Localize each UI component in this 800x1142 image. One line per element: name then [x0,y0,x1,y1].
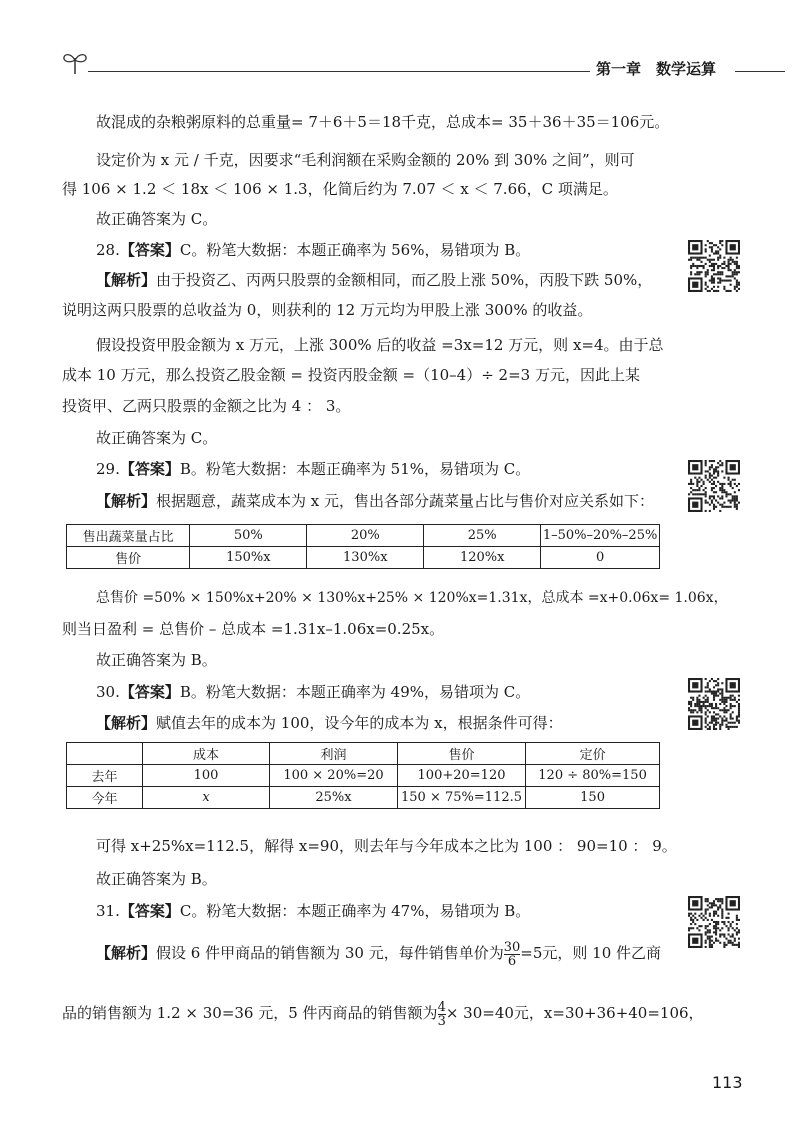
fraction-numerator: 30 [503,939,521,955]
text-line: 故混成的杂粮粥原料的总重量= 7＋6＋5＝18千克，总成本= 35＋36＋35＝106元。 [96,113,670,131]
table-cell: 25% [424,525,541,547]
text-line: 故正确答案为 C。 [96,429,218,447]
table-cell: 150 [526,787,660,809]
text-line: 故正确答案为 B。 [96,870,217,888]
question-number: 29. [96,460,120,478]
answer-text: B。粉笔大数据：本题正确率为 49%，易错项为 C。 [179,683,531,701]
analysis-29 [96,491,654,511]
answer-label: 【答案】 [119,683,180,701]
table-row [67,743,660,765]
answer-text: C。粉笔大数据：本题正确率为 56%，易错项为 B。 [179,241,531,259]
analysis-label: 【解析】 [96,492,157,510]
text-line: 设定价为 x 元 / 千克，因要求“毛利润额在采购金额的 20% 到 30% 之间”，则可 [96,151,635,169]
question-number: 30. [96,683,120,701]
cost-profit-table [66,742,660,809]
header-rule-right [735,71,785,72]
analysis-28 [96,270,652,290]
analysis-text: 赋值去年的成本为 100，设今年的成本为 x，根据条件可得： [156,714,563,732]
qr-code-icon[interactable] [688,240,740,292]
analysis-label: 【解析】 [96,714,157,732]
sprout-logo-icon [60,48,90,76]
question-number: 28. [96,241,120,259]
fraction [504,941,521,968]
table-row [67,787,660,809]
answer-text: B。粉笔大数据：本题正确率为 51%，易错项为 C。 [179,460,531,478]
fraction-denominator: 3 [437,1013,446,1029]
table-cell: 150 × 75%=112.5 [397,787,525,809]
header-rule-left [88,71,590,72]
chapter-title: 第一章 数学运算 [596,60,717,78]
text-line: 投资甲、乙两只股票的金额之比为 4 ： 3。 [62,397,351,415]
text-line [62,998,704,1028]
analysis-text: 根据题意，蔬菜成本为 x 元，售出各部分蔬菜量占比与售价对应关系如下： [156,492,655,510]
table-cell: 120%x [424,547,541,569]
vegetable-price-table [66,524,660,569]
text-line: 故正确答案为 C。 [96,210,218,228]
text-line: 则当日盈利 = 总售价 – 总成本 =1.31x–1.06x=0.25x。 [62,620,445,638]
table-cell: 售价 [397,743,525,765]
table-cell: 150%x [190,547,307,569]
table-cell: 0 [541,547,660,569]
analysis-30 [96,713,563,733]
text-line: 说明这两只股票的总收益为 0，则获利的 12 万元均为甲股上涨 300% 的收益。 [62,301,593,319]
answer-label: 【答案】 [119,241,180,259]
answer-text: C。粉笔大数据：本题正确率为 47%，易错项为 B。 [179,902,531,920]
fraction [438,1001,446,1028]
analysis-text: =5元，则 10 件乙商 [520,944,662,962]
table-cell: 50% [190,525,307,547]
table-cell: 售价 [67,547,190,569]
table-cell: 20% [307,525,424,547]
table-cell: 定价 [526,743,660,765]
qr-code-icon[interactable] [688,460,740,512]
table-cell: 100 × 20%=20 [270,765,398,787]
text-line: 故正确答案为 B。 [96,651,217,669]
table-row [67,525,660,547]
question-31 [96,901,530,921]
qr-code-icon[interactable] [688,896,740,948]
fraction-denominator: 6 [507,953,517,969]
page-number: 113 [712,1073,743,1092]
analysis-31 [96,938,661,968]
text-segment: 品的销售额为 1.2 × 30=36 元，5 件丙商品的销售额为 [62,1004,438,1022]
question-29 [96,459,530,479]
table-cell: 1–50%–20%–25% [541,525,660,547]
table-row [67,765,660,787]
table-cell: 25%x [270,787,398,809]
question-30 [96,682,530,702]
analysis-label: 【解析】 [96,271,157,289]
table-cell: 100+20=120 [397,765,525,787]
text-line: 总售价 =50% × 150%x+20% × 130%x+25% × 120%x=1.31x，总成本 =x+0.06x= 1.06x， [96,590,728,606]
table-cell: 100 [142,765,269,787]
text-line: 成本 10 万元，那么投资乙股金额 = 投资丙股金额 =（10–4）÷ 2=3 万元，因此上某 [62,366,640,384]
text-line: 可得 x+25%x=112.5，解得 x=90，则去年与今年成本之比为 100 ： 90=10 ： 9。 [96,837,677,855]
table-cell: 成本 [142,743,269,765]
table-cell: 120 ÷ 80%=150 [526,765,660,787]
table-row [67,547,660,569]
table-cell: 去年 [67,765,143,787]
answer-label: 【答案】 [119,902,180,920]
table-cell: 130%x [307,547,424,569]
qr-code-icon[interactable] [688,678,740,730]
analysis-text: 由于投资乙、丙两只股票的金额相同，而乙股上涨 50%，丙股下跌 50%， [156,271,653,289]
text-line: 得 106 × 1.2 ＜ 18x ＜ 106 × 1.3，化简后约为 7.07 ＜ x ＜ 7.66，C 项满足。 [62,180,618,198]
analysis-text: 假设 6 件甲商品的销售额为 30 元，每件销售单价为 [156,944,504,962]
table-cell: 利润 [270,743,398,765]
text-line: 假设投资甲股金额为 x 万元，上涨 300% 后的收益 =3x=12 万元，则 x=4。由于总 [96,336,664,354]
question-28 [96,240,530,260]
answer-label: 【答案】 [119,460,180,478]
table-cell [67,743,143,765]
table-cell: 售出蔬菜量占比 [67,525,190,547]
analysis-label: 【解析】 [96,944,157,962]
table-cell: x [142,787,269,809]
question-number: 31. [96,902,120,920]
fraction-numerator: 4 [437,999,446,1015]
text-segment: × 30=40元，x=30+36+40=106， [445,1004,704,1022]
table-cell: 今年 [67,787,143,809]
